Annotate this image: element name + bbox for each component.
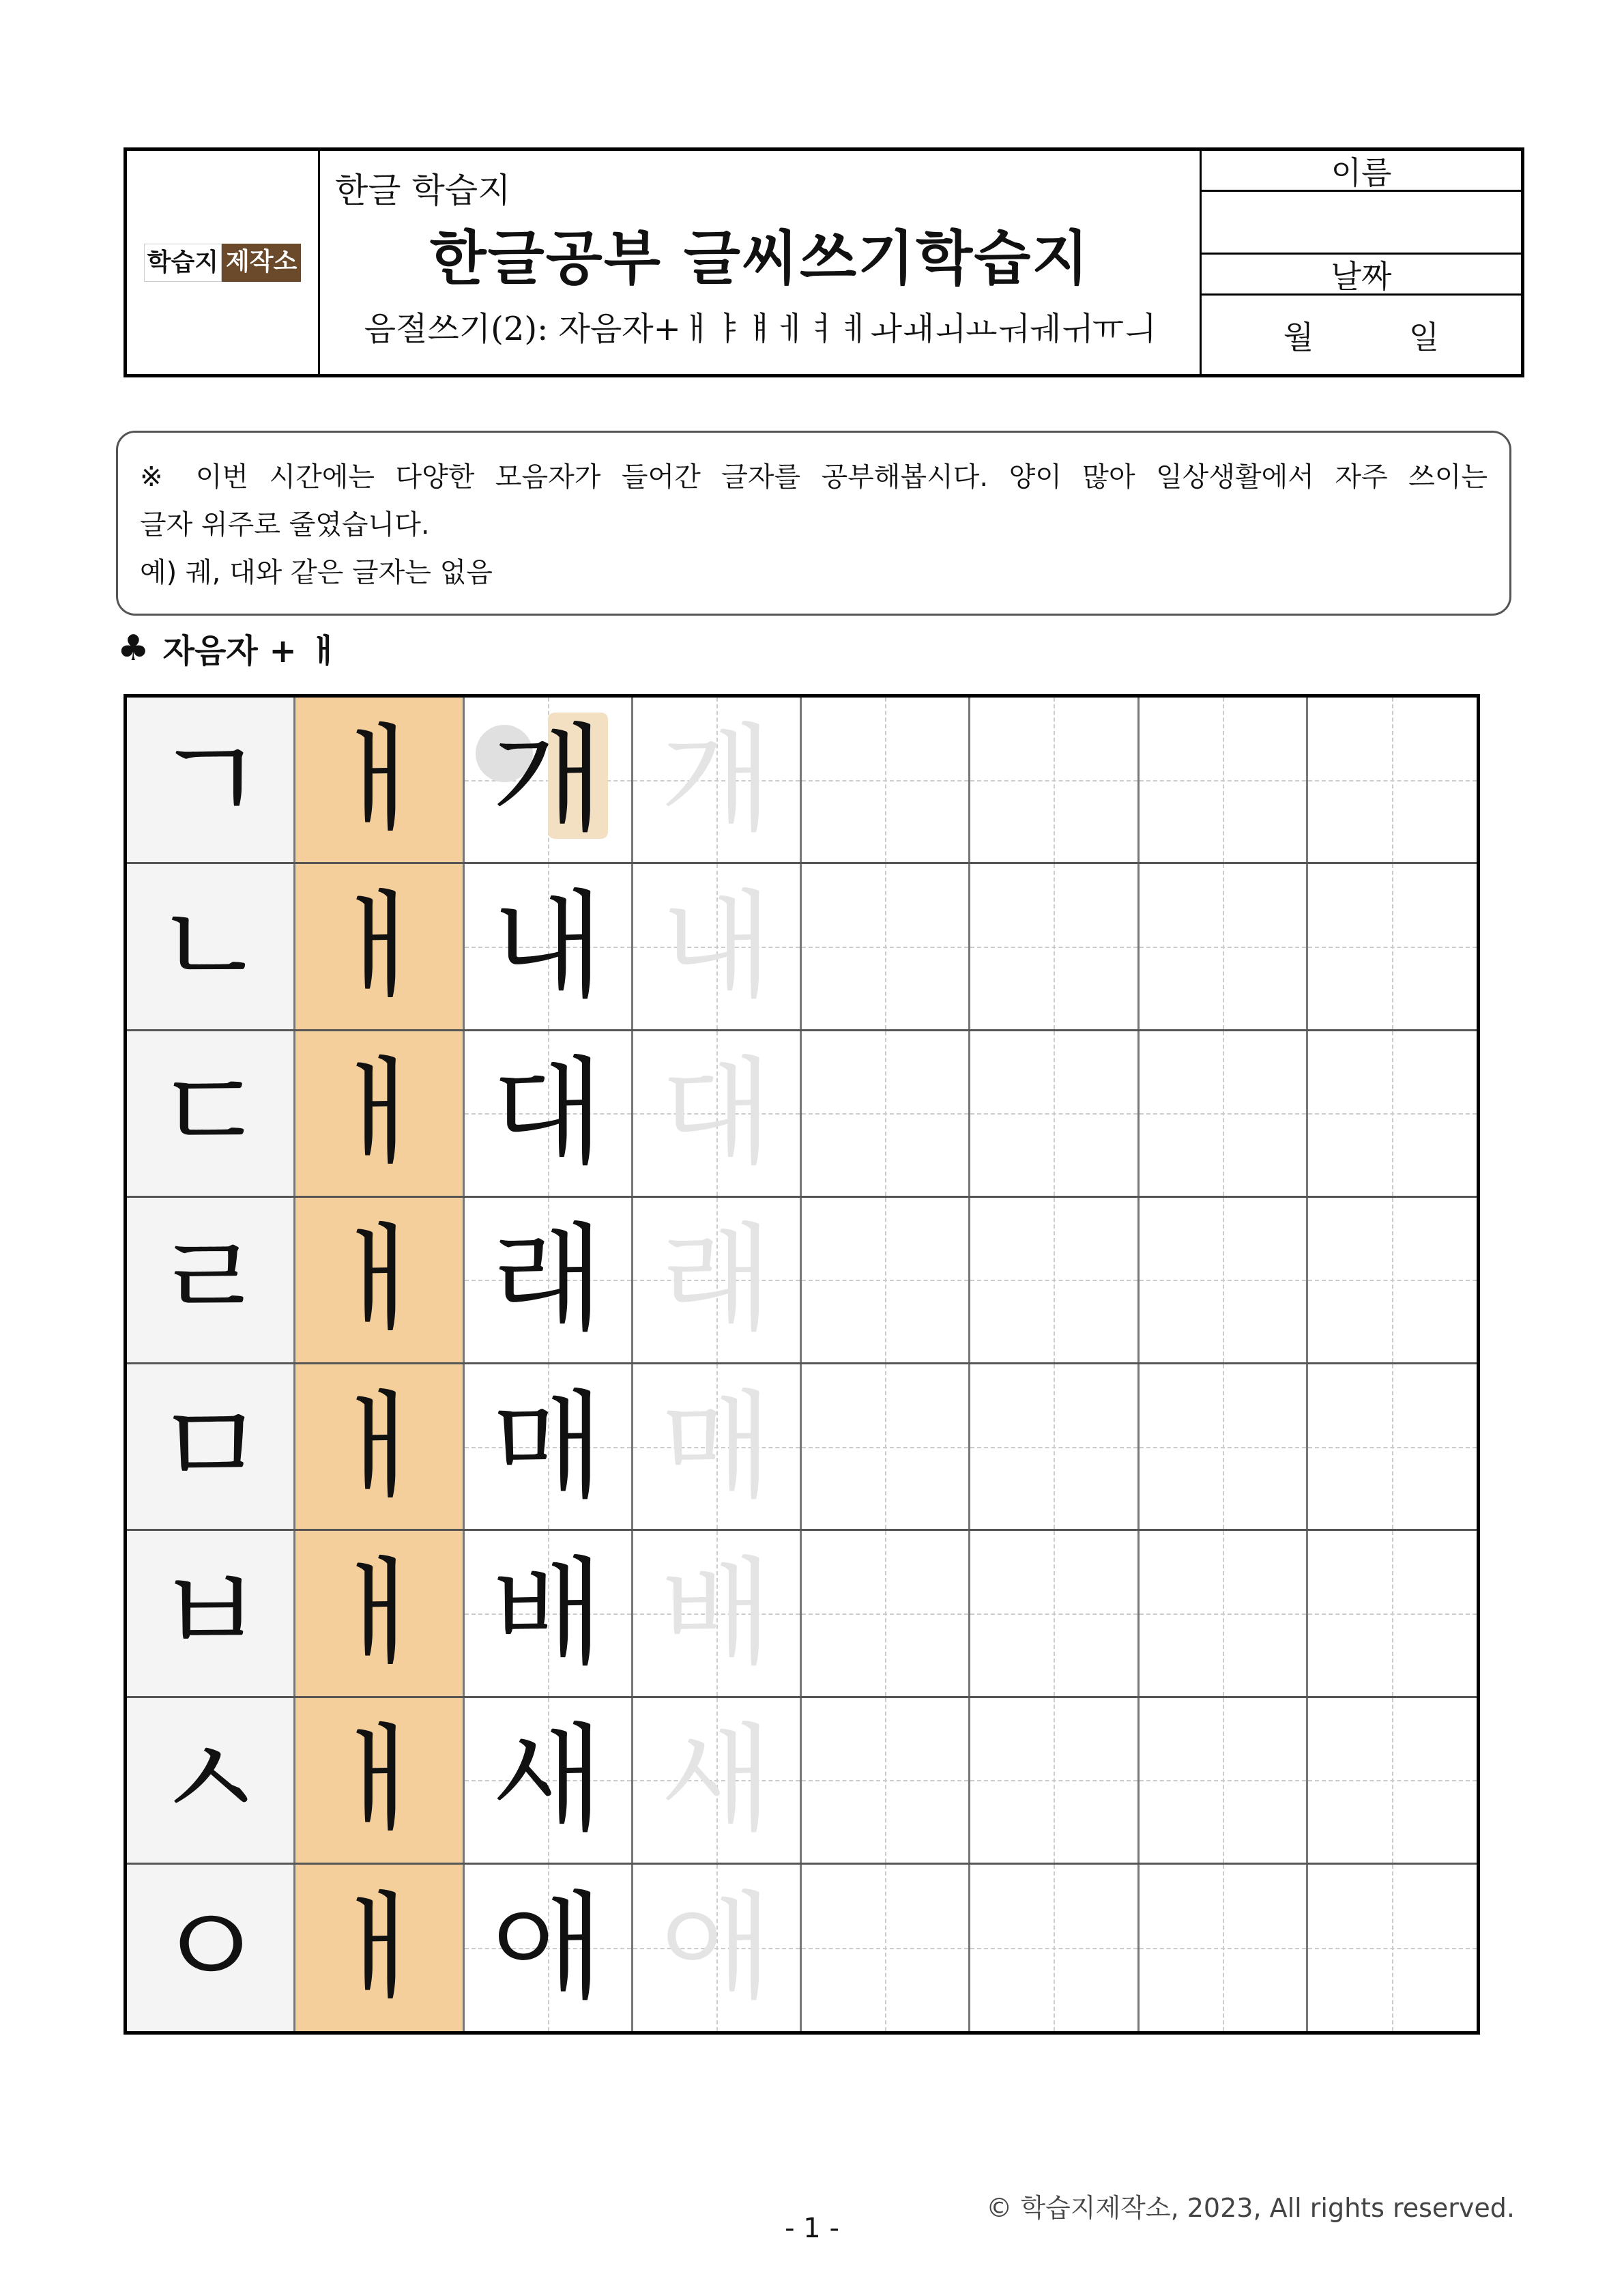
consonant-cell — [127, 1531, 295, 1695]
section-heading — [117, 625, 340, 672]
consonant-cell — [127, 1698, 295, 1863]
guide-line-vertical — [1223, 1531, 1224, 1695]
vowel-glyph: ㅐ — [323, 1880, 435, 2015]
syllable-glyph: 배 — [491, 1545, 604, 1681]
guide-line-vertical — [1392, 1531, 1393, 1695]
consonant-glyph: ㄱ — [154, 712, 267, 848]
writing-cell[interactable] — [1308, 1364, 1477, 1529]
writing-cell[interactable] — [802, 1531, 970, 1695]
writing-cell[interactable] — [970, 1364, 1139, 1529]
consonant-glyph: ㅂ — [154, 1545, 267, 1681]
practice-grid — [124, 694, 1480, 2035]
guide-line-vertical — [885, 1364, 886, 1529]
section-title: 자음자 + ㅐ — [162, 632, 340, 670]
writing-cell[interactable] — [1308, 1198, 1477, 1362]
writing-cell[interactable] — [802, 1031, 970, 1196]
syllable-cell — [465, 1031, 633, 1196]
trace-glyph: 대 — [660, 1046, 772, 1181]
trace-glyph: 개 — [660, 712, 772, 848]
title-cell — [320, 151, 1202, 374]
writing-cell[interactable] — [1140, 1865, 1308, 2031]
instruction-note — [116, 431, 1511, 616]
guide-line-vertical — [885, 864, 886, 1029]
syllable-cell — [465, 1198, 633, 1362]
guide-line-vertical — [885, 1198, 886, 1362]
trace-glyph: 배 — [660, 1545, 772, 1681]
vowel-cell — [295, 1031, 464, 1196]
trace-cell — [633, 864, 802, 1029]
writing-cell[interactable] — [1308, 1531, 1477, 1695]
writing-cell[interactable] — [802, 1865, 970, 2031]
syllable-glyph: 매 — [491, 1379, 604, 1515]
practice-row — [127, 1531, 1477, 1697]
guide-line-vertical — [1223, 1031, 1224, 1196]
date-label: 날짜 — [1202, 255, 1521, 296]
guide-line-vertical — [1392, 1364, 1393, 1529]
consonant-glyph: ㅁ — [154, 1379, 267, 1515]
vowel-cell — [295, 1698, 464, 1863]
syllable-glyph: 새 — [491, 1712, 604, 1848]
consonant-glyph: ㄷ — [154, 1046, 267, 1181]
syllable-glyph: 대 — [491, 1046, 604, 1181]
guide-line-vertical — [885, 698, 886, 862]
writing-cell[interactable] — [1140, 1698, 1308, 1863]
writing-cell[interactable] — [970, 1698, 1139, 1863]
page-number: - 1 - — [785, 2213, 839, 2244]
syllable-cell — [465, 1531, 633, 1695]
vowel-glyph: ㅐ — [323, 1212, 435, 1348]
syllable-glyph: 내 — [491, 878, 604, 1014]
writing-cell[interactable] — [1308, 1865, 1477, 2031]
writing-cell[interactable] — [802, 1698, 970, 1863]
consonant-cell — [127, 698, 295, 862]
writing-cell[interactable] — [1308, 1698, 1477, 1863]
guide-line-vertical — [1054, 698, 1055, 862]
guide-line-vertical — [1054, 864, 1055, 1029]
guide-line-vertical — [1392, 1198, 1393, 1362]
writing-cell[interactable] — [1140, 1364, 1308, 1529]
name-field[interactable] — [1202, 192, 1521, 255]
writing-cell[interactable] — [970, 1865, 1139, 2031]
writing-cell[interactable] — [1140, 1031, 1308, 1196]
syllable-glyph: 래 — [491, 1212, 604, 1348]
guide-line-vertical — [1392, 864, 1393, 1029]
logo-text-1: 학습지 — [144, 244, 222, 282]
writing-cell[interactable] — [802, 1364, 970, 1529]
guide-line-vertical — [1054, 1865, 1055, 2031]
note-line-3: 예) 궤, 대와 같은 글자는 없음 — [140, 557, 493, 588]
writing-cell[interactable] — [970, 1198, 1139, 1362]
consonant-glyph: ㅅ — [154, 1712, 267, 1848]
syllable-cell — [465, 1364, 633, 1529]
guide-line-vertical — [1054, 1364, 1055, 1529]
writing-cell[interactable] — [970, 864, 1139, 1029]
writing-cell[interactable] — [1140, 1531, 1308, 1695]
syllable-cell — [465, 698, 633, 862]
trace-cell — [633, 1698, 802, 1863]
guide-line-vertical — [1223, 1198, 1224, 1362]
writing-cell[interactable] — [1140, 698, 1308, 862]
practice-row — [127, 1198, 1477, 1364]
guide-line-vertical — [1223, 1698, 1224, 1863]
day-label: 일 — [1408, 318, 1440, 356]
club-icon: ♣ — [117, 627, 149, 669]
writing-cell[interactable] — [1308, 1031, 1477, 1196]
trace-glyph: 애 — [660, 1880, 772, 2015]
writing-cell[interactable] — [970, 1031, 1139, 1196]
info-cell — [1202, 151, 1521, 374]
guide-line-vertical — [1223, 1865, 1224, 2031]
consonant-glyph: ㄹ — [154, 1212, 267, 1348]
trace-cell — [633, 1198, 802, 1362]
note-line-1: ※ 이번 시간에는 다양한 모음자가 들어간 글자를 공부해봅시다. 양이 많아 일상생활에서 자주 쓰이는 — [140, 461, 1488, 493]
trace-cell — [633, 698, 802, 862]
consonant-cell — [127, 864, 295, 1029]
practice-row — [127, 698, 1477, 864]
vowel-glyph: ㅐ — [323, 878, 435, 1014]
guide-line-vertical — [1223, 1364, 1224, 1529]
guide-line-vertical — [1223, 864, 1224, 1029]
trace-cell — [633, 1865, 802, 2031]
trace-glyph: 내 — [660, 878, 772, 1014]
practice-row — [127, 1865, 1477, 2031]
trace-glyph: 매 — [660, 1379, 772, 1515]
guide-line-vertical — [1054, 1198, 1055, 1362]
vowel-cell — [295, 1198, 464, 1362]
consonant-glyph: ㅇ — [154, 1880, 267, 2015]
vowel-glyph: ㅐ — [323, 712, 435, 848]
guide-line-vertical — [1054, 1031, 1055, 1196]
vowel-cell — [295, 698, 464, 862]
guide-line-vertical — [1392, 1031, 1393, 1196]
trace-cell — [633, 1031, 802, 1196]
syllable-glyph: 개 — [491, 712, 604, 848]
syllable-glyph: 애 — [491, 1880, 604, 2015]
trace-glyph: 새 — [660, 1712, 772, 1848]
vowel-cell — [295, 1865, 464, 2031]
vowel-glyph: ㅐ — [323, 1712, 435, 1848]
worksheet-subtitle: 음절쓰기(2): 자음자+ㅐㅑㅒㅔㅕㅖㅘㅙㅚㅛㅝㅞㅟㅠㅢ — [364, 310, 1156, 348]
guide-line-vertical — [1392, 1865, 1393, 2031]
vowel-cell — [295, 1531, 464, 1695]
subject-label: 한글 학습지 — [335, 171, 511, 210]
guide-line-vertical — [885, 1865, 886, 2031]
guide-line-vertical — [885, 1698, 886, 1863]
writing-cell[interactable] — [970, 1531, 1139, 1695]
month-label: 월 — [1283, 318, 1314, 356]
writing-cell[interactable] — [1308, 698, 1477, 862]
guide-line-vertical — [1054, 1698, 1055, 1863]
syllable-cell — [465, 1698, 633, 1863]
writing-cell[interactable] — [1140, 864, 1308, 1029]
guide-line-vertical — [885, 1531, 886, 1695]
guide-line-vertical — [1392, 698, 1393, 862]
syllable-cell — [465, 864, 633, 1029]
vowel-glyph: ㅐ — [323, 1379, 435, 1515]
writing-cell[interactable] — [802, 864, 970, 1029]
worksheet-title: 한글공부 글씨쓰기학습지 — [429, 225, 1090, 293]
consonant-cell — [127, 1865, 295, 2031]
practice-row — [127, 1698, 1477, 1865]
writing-cell[interactable] — [802, 1198, 970, 1362]
date-field[interactable] — [1202, 296, 1521, 374]
logo-text-2: 제작소 — [222, 244, 301, 282]
consonant-cell — [127, 1198, 295, 1362]
trace-cell — [633, 1531, 802, 1695]
consonant-cell — [127, 1364, 295, 1529]
note-line-2: 글자 위주로 줄였습니다. — [140, 509, 430, 541]
vowel-glyph: ㅐ — [323, 1545, 435, 1681]
guide-line-vertical — [885, 1031, 886, 1196]
practice-row — [127, 1364, 1477, 1531]
vowel-cell — [295, 864, 464, 1029]
copyright-text: © 학습지제작소, 2023, All rights reserved. — [986, 2193, 1515, 2223]
consonant-cell — [127, 1031, 295, 1196]
name-label: 이름 — [1202, 151, 1521, 192]
guide-line-vertical — [1223, 698, 1224, 862]
writing-cell[interactable] — [1308, 864, 1477, 1029]
trace-cell — [633, 1364, 802, 1529]
worksheet-header — [124, 147, 1524, 377]
practice-row — [127, 1031, 1477, 1198]
guide-line-vertical — [1392, 1698, 1393, 1863]
logo-cell — [127, 151, 320, 374]
vowel-cell — [295, 1364, 464, 1529]
guide-line-vertical — [1054, 1531, 1055, 1695]
writing-cell[interactable] — [802, 698, 970, 862]
syllable-cell — [465, 1865, 633, 2031]
publisher-logo — [144, 244, 302, 282]
vowel-glyph: ㅐ — [323, 1046, 435, 1181]
practice-row — [127, 864, 1477, 1031]
consonant-glyph: ㄴ — [154, 878, 267, 1014]
writing-cell[interactable] — [1140, 1198, 1308, 1362]
writing-cell[interactable] — [970, 698, 1139, 862]
trace-glyph: 래 — [660, 1212, 772, 1348]
